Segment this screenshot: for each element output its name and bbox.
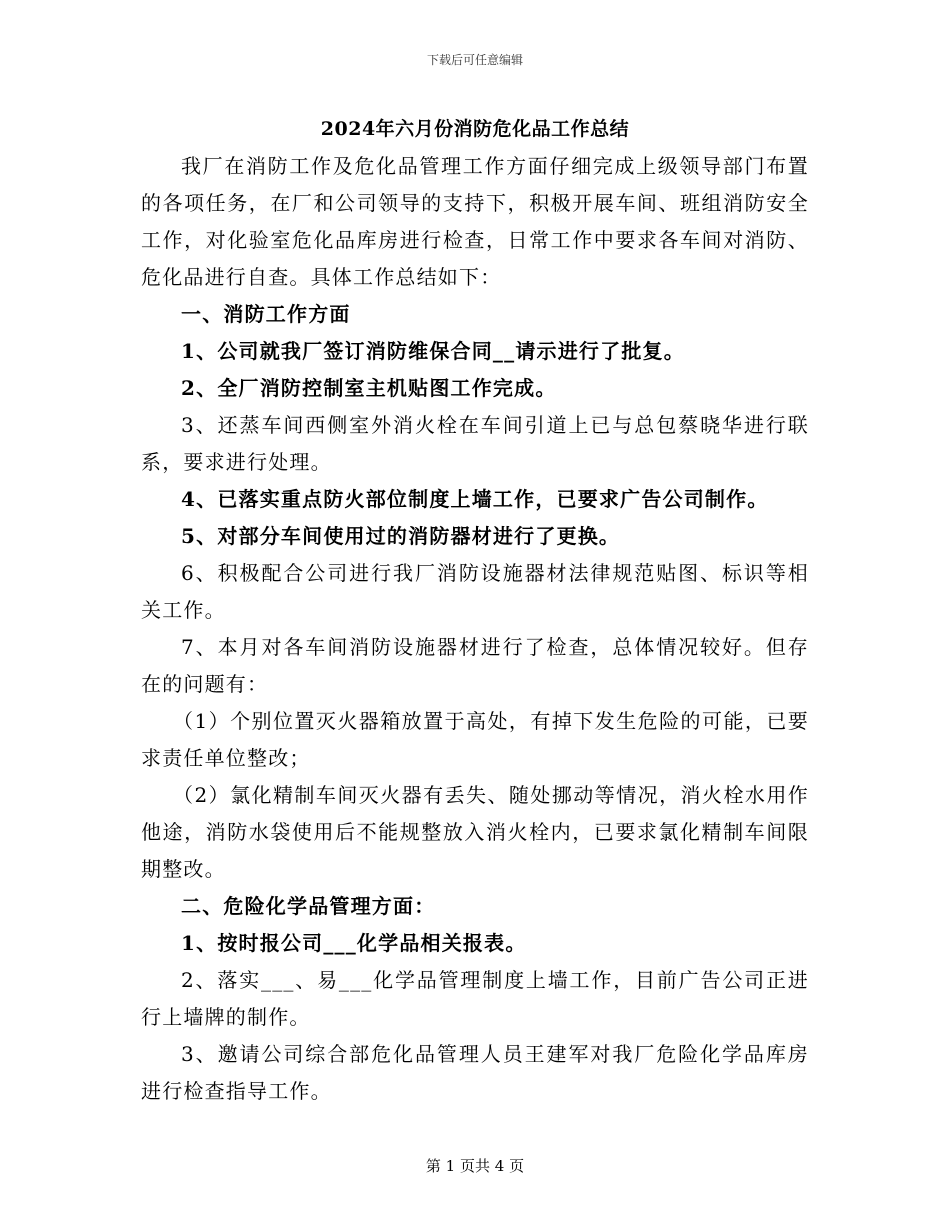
paragraph-subitem: （2）氯化精制车间灭火器有丢失、随处挪动等情况，消火栓水用作他途，消防水袋使用后不能规整放入消火栓内，已要求氯化精制车间限期整改。: [141, 783, 809, 881]
paragraph-item: 3、还蒸车间西侧室外消火栓在车间引道上已与总包蔡晓华进行联系，要求进行处理。: [141, 413, 809, 474]
paragraph-item: 7、本月对各车间消防设施器材进行了检查，总体情况较好。但存在的问题有：: [141, 635, 809, 696]
paragraph-intro: 我厂在消防工作及危化品管理工作方面仔细完成上级领导部门布置的各项任务，在厂和公司领导的支持下，积极开展车间、班组消防安全工作，对化验室危化品库房进行检查，日常工作中要求各车间对消防、危化品进行自查。具体工作总结如下：: [141, 154, 809, 289]
paragraph-item: 5、对部分车间使用过的消防器材进行了更换。: [181, 524, 621, 548]
paragraph-item: 2、全厂消防控制室主机贴图工作完成。: [181, 376, 557, 400]
paragraph-item: 1、公司就我厂签订消防维保合同__请示进行了批复。: [181, 339, 685, 363]
paragraph-item: 2、落实___、易___化学品管理制度上墙工作，目前广告公司正进行上墙牌的制作。: [141, 968, 809, 1029]
section-heading-fire: 一、消防工作方面: [181, 302, 351, 326]
paragraph-subitem: （1）个别位置灭火器箱放置于高处，有掉下发生危险的可能，已要求责任单位整改；: [141, 709, 809, 770]
page-header-note: 下载后可任意编辑: [426, 53, 523, 67]
paragraph-item: 3、邀请公司综合部危化品管理人员王建军对我厂危险化学品库房进行检查指导工作。: [141, 1042, 809, 1103]
page-number: 第 1 页共 4 页: [425, 1157, 525, 1175]
document-title: 2024年六月份消防危化品工作总结: [320, 118, 630, 140]
section-heading-hazchem: 二、危险化学品管理方面：: [181, 894, 436, 918]
paragraph-item: 1、按时报公司___化学品相关报表。: [181, 931, 527, 955]
paragraph-item: 4、已落实重点防火部位制度上墙工作，已要求广告公司制作。: [181, 487, 769, 511]
paragraph-item: 6、积极配合公司进行我厂消防设施器材法律规范贴图、标识等相关工作。: [141, 561, 809, 622]
document-body: [141, 112, 809, 1110]
